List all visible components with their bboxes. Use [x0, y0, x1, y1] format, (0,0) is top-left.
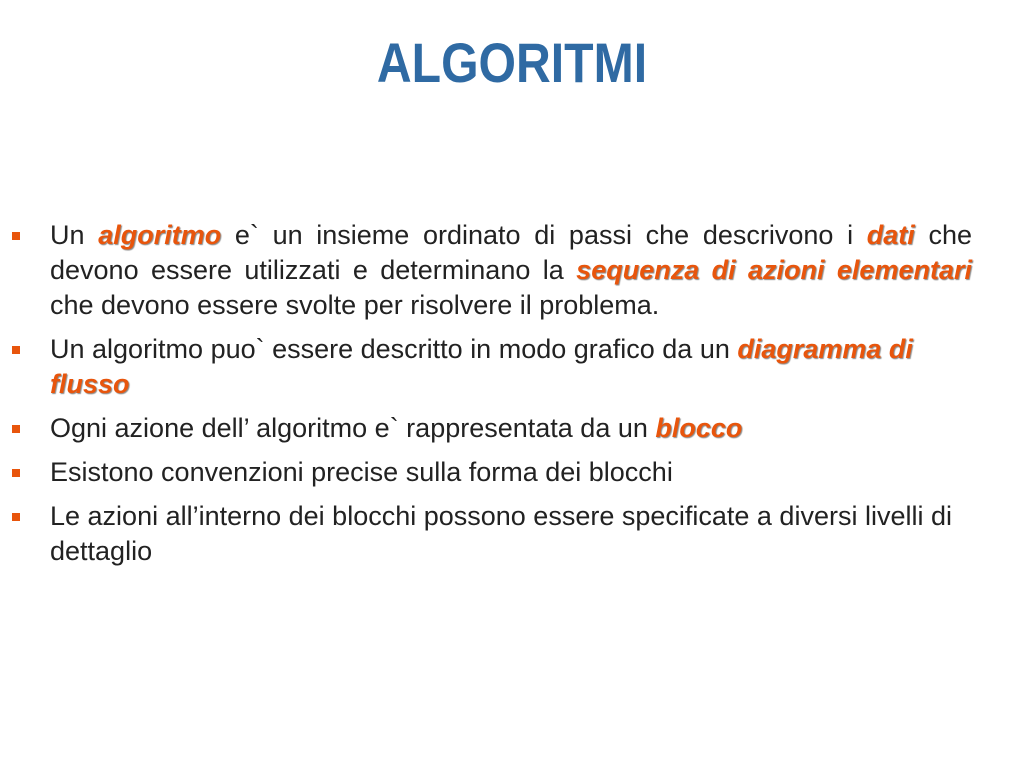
bullet-text: e` un insieme ordinato di passi che descrivono i: [221, 220, 867, 250]
bullet-text: Le azioni all’interno dei blocchi possono essere specificate a diversi livelli di dettaglio: [50, 501, 952, 566]
bullet-text: che devono essere utilizzati e determinano la: [50, 220, 972, 285]
square-bullet-icon: [12, 232, 20, 240]
bullet-text: Esistono convenzioni precise sulla forma dei blocchi: [50, 457, 673, 487]
slide-title: ALGORITMI: [376, 31, 648, 94]
square-bullet-icon: [12, 346, 20, 354]
square-bullet-icon: [12, 425, 20, 433]
bullet-text: Ogni azione dell’ algoritmo e` rappresentata da un: [50, 413, 656, 443]
square-bullet-icon: [12, 513, 20, 521]
keyword-algoritmo: algoritmo: [98, 220, 222, 250]
bullet-item-detail-levels: [12, 499, 972, 569]
bullet-item-block: [12, 411, 972, 446]
bullet-text: Un: [50, 220, 99, 250]
keyword-sequenza: sequenza di azioni elementari: [576, 255, 972, 285]
bullet-item-flowchart: [12, 332, 972, 402]
keyword-diagramma-di-flusso: diagramma di flusso: [50, 334, 913, 399]
keyword-dati: dati: [866, 220, 915, 250]
square-bullet-icon: [12, 469, 20, 477]
bullet-item-conventions: [12, 455, 972, 490]
bullet-text: Un algoritmo puo` essere descritto in modo grafico da un: [50, 334, 738, 364]
bullet-text: che devono essere svolte per risolvere il problema.: [50, 290, 660, 320]
keyword-blocco: blocco: [655, 413, 743, 443]
bullet-list: [12, 218, 972, 578]
bullet-item-algorithm-definition: [12, 218, 972, 323]
